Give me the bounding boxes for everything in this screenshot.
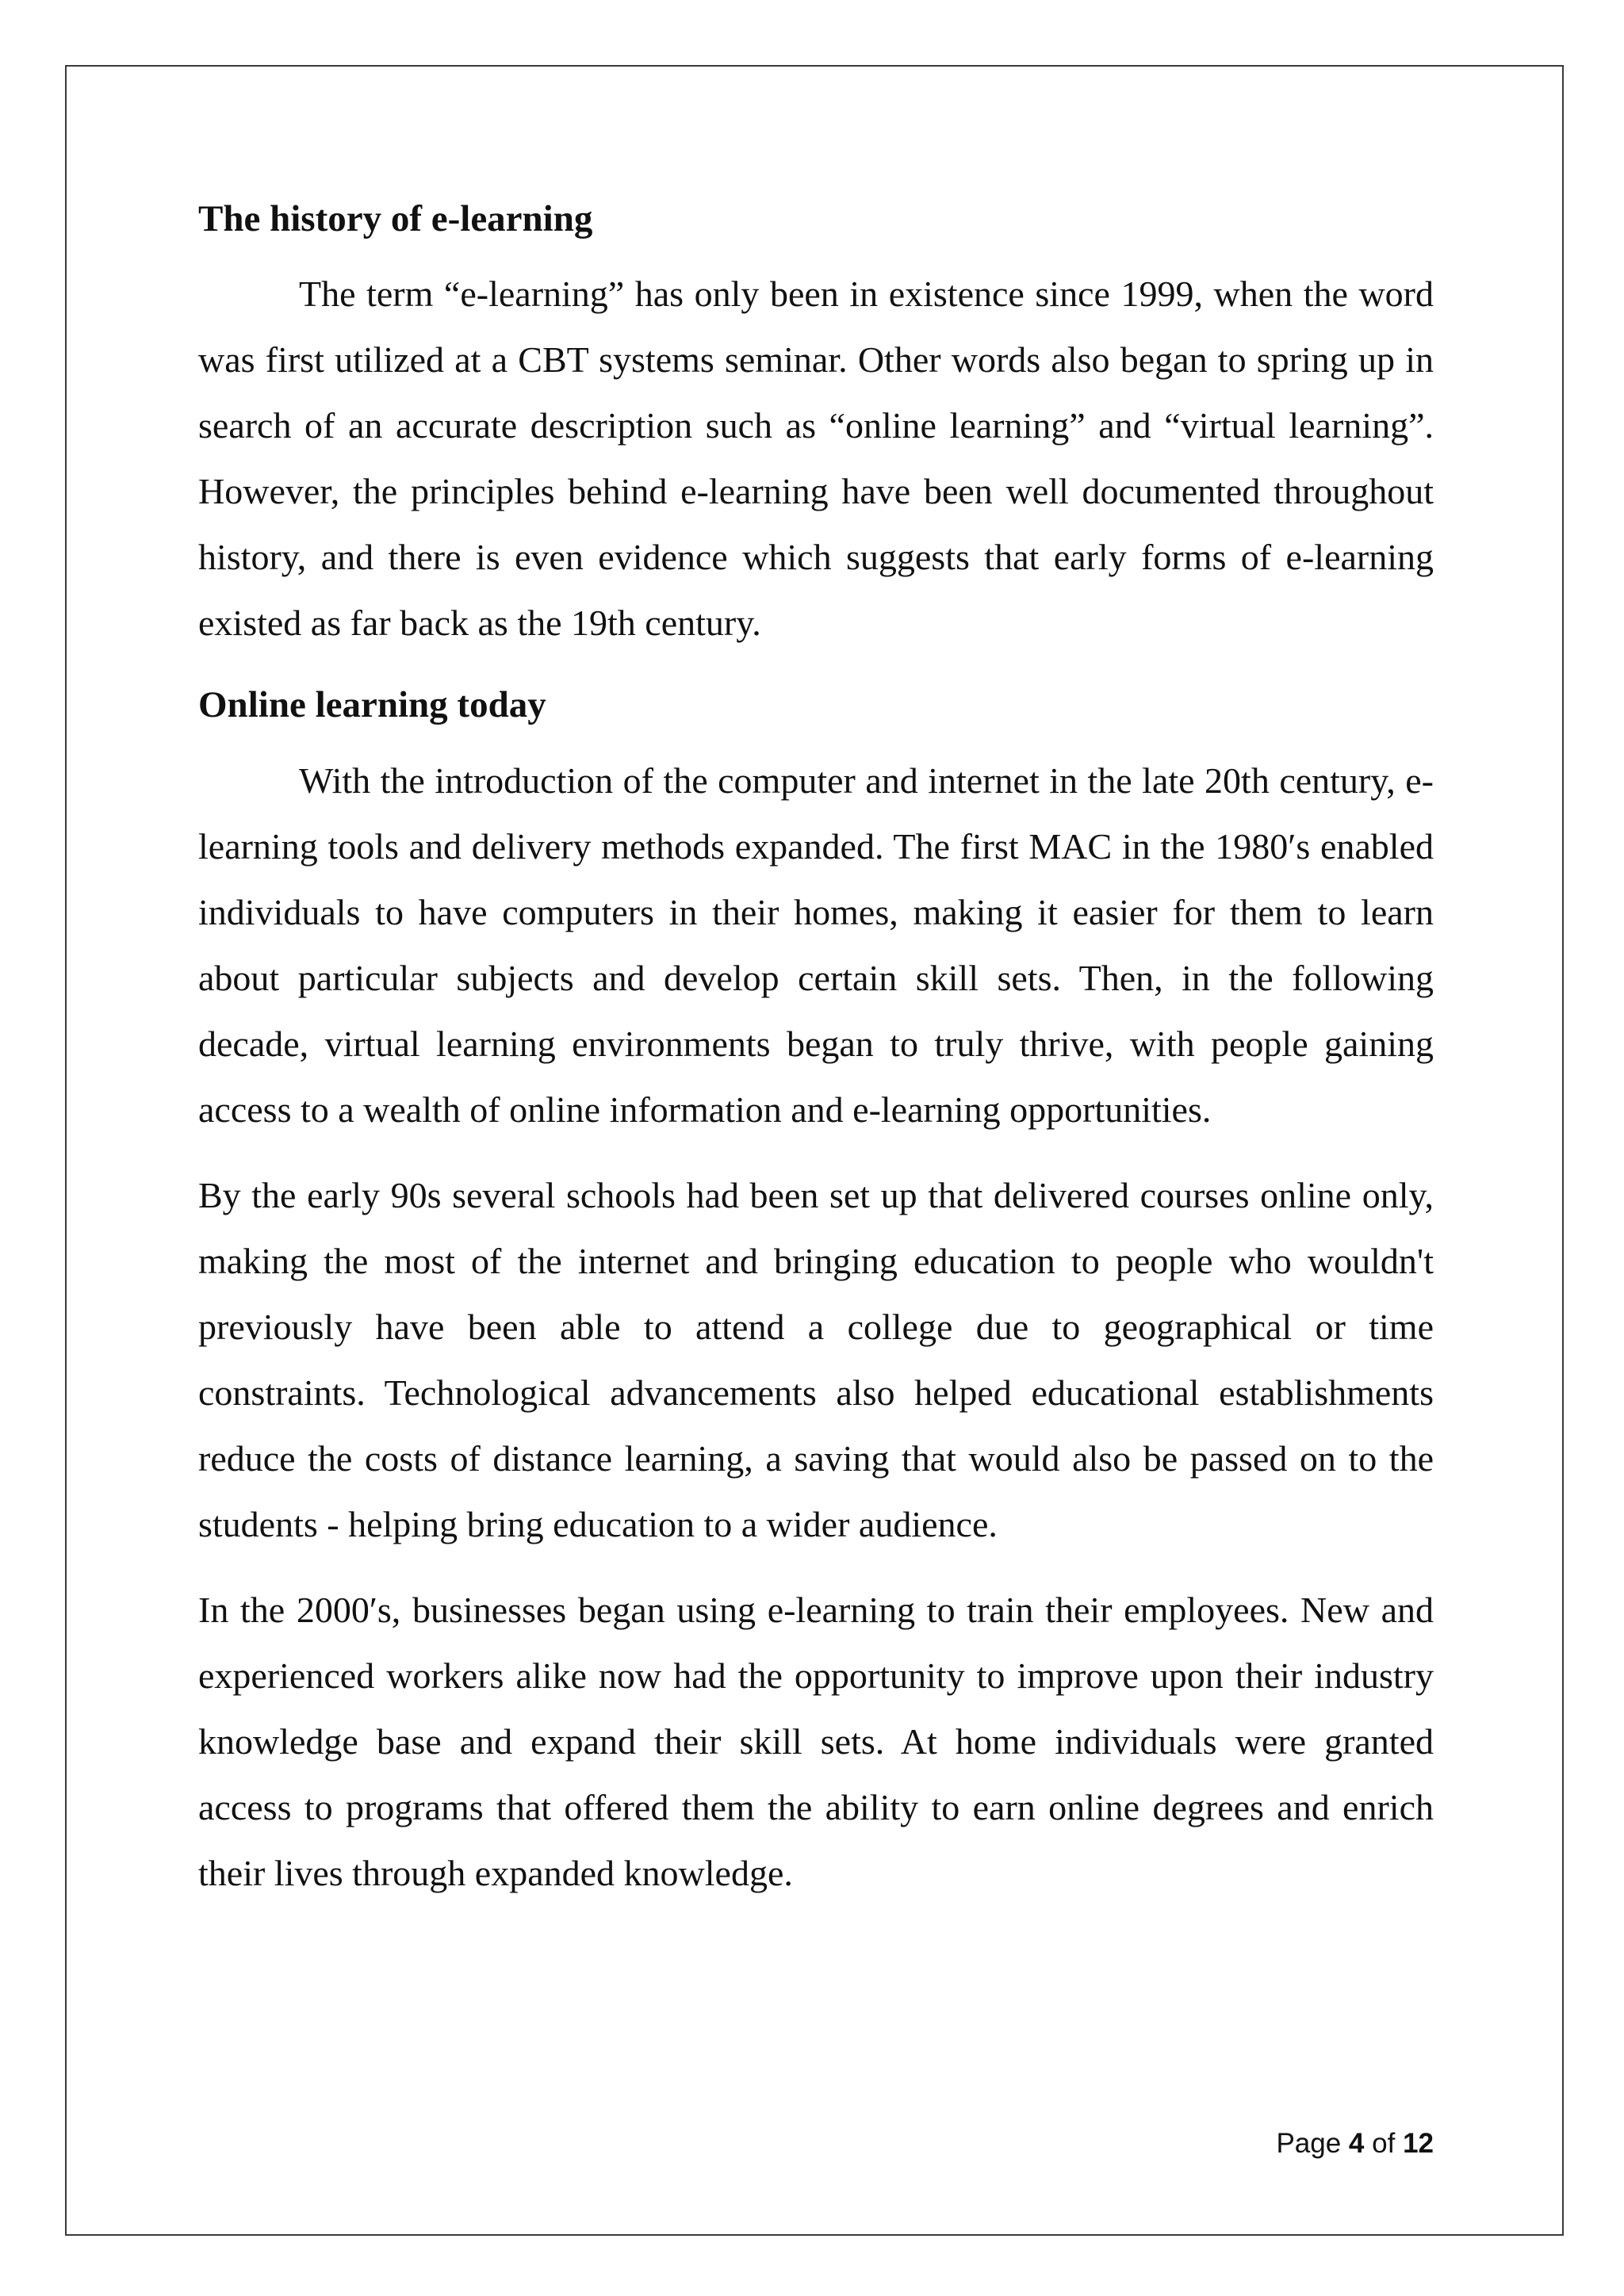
current-page-number: 4 [1348, 2128, 1365, 2159]
paragraph-online-1: With the introduction of the computer and internet in the late 20th century, e-learning tools and delivery methods expanded. The first MAC in the 1980′s enabled individuals to have computers in their homes, making it easier for them to learn about particular subjects and develop certain skill sets. Then, in the following decade, virtual learning environments began to truly thrive, with people gaining access to a wealth of online information and e-learning opportunities. [198, 760, 1434, 1130]
paragraph-online-2: By the early 90s several schools had been set up that delivered courses online only, making the most of the internet and bringing education to people who wouldn't previously have been able to attend a college due to geographical or time constraints. Technological advancements also helped educational establishments reduce the costs of distance learning, a saving that would also be passed on to the students - helping bring education to a wider audience. [198, 1174, 1434, 1544]
document-body [198, 190, 1434, 1906]
page-label: Page [1276, 2128, 1342, 2159]
section-heading-online-learning: Online learning today [198, 684, 546, 726]
total-pages-number: 12 [1403, 2128, 1434, 2159]
paragraph-history: The term “e-learning” has only been in existence since 1999, when the word was first utilized at a CBT systems seminar. Other words also began to spring up in search of an accurate description such as “online learning” and “virtual learning”. However, the principles behind e-learning have been well documented throughout history, and there is even evidence which suggests that early forms of e-learning existed as far back as the 19th century. [198, 274, 1434, 644]
page-number-footer [1276, 2128, 1434, 2160]
paragraph-online-3: In the 2000′s, businesses began using e-learning to train their employees. New and experienced workers alike now had the opportunity to improve upon their industry knowledge base and expand their skill sets. At home individuals were granted access to programs that offered them the ability to earn online degrees and enrich their lives through expanded knowledge. [198, 1589, 1434, 1893]
section-heading-history: The history of e-learning [198, 198, 593, 239]
of-label: of [1372, 2128, 1396, 2159]
